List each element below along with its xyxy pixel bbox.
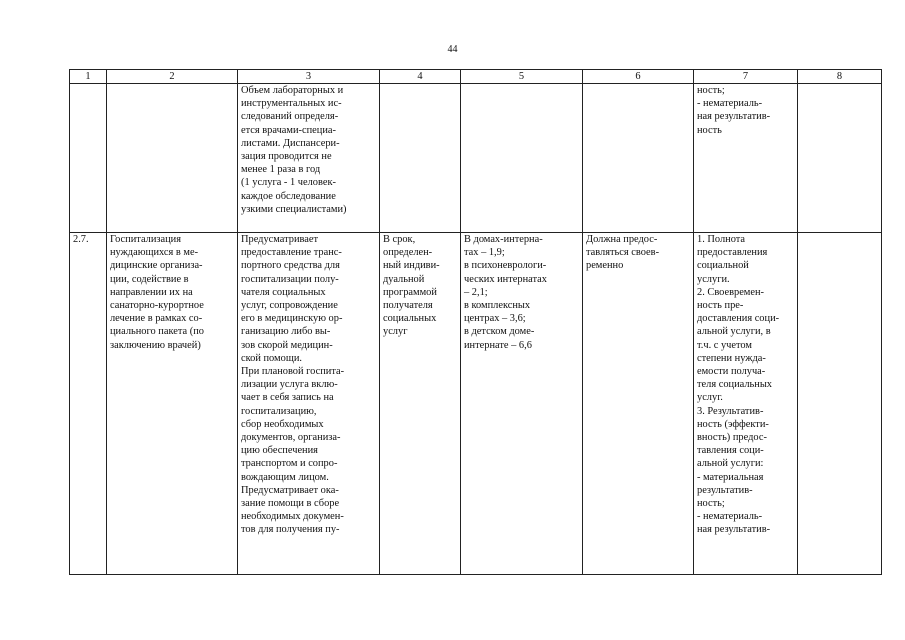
text-line: лизации услуга вклю- xyxy=(241,379,338,391)
row1-col1-cell xyxy=(70,84,107,233)
row2-norm-cell xyxy=(461,233,583,575)
text-line: в психоневрологи- xyxy=(464,260,547,272)
text-line: емости получа- xyxy=(697,366,766,378)
text-line: необходимых докумен- xyxy=(241,511,344,523)
text-line: госпитализации полу- xyxy=(241,273,339,285)
text-line: Объем лабораторных и xyxy=(241,85,344,96)
text-line: 3. Результатив- xyxy=(697,405,764,417)
text-line: чает в себя запись на xyxy=(241,392,334,404)
row2-col8-cell xyxy=(798,233,882,575)
text-line: транспортом и сопро- xyxy=(241,458,338,470)
row1-col4-cell xyxy=(380,84,461,233)
row1-col6-cell xyxy=(583,84,694,233)
text-line: в детском доме- xyxy=(464,326,535,338)
text-line: ность; xyxy=(697,498,725,510)
text-line: ная результатив- xyxy=(697,111,771,123)
text-line: нуждающихся в ме- xyxy=(110,247,199,259)
text-line: центрах – 3,6; xyxy=(464,313,526,325)
text-line: вождающим лицом. xyxy=(241,471,329,483)
text-line: степени нужда- xyxy=(697,352,766,364)
text-line: цию обеспечения xyxy=(241,445,318,457)
row2-term-cell xyxy=(380,233,461,575)
text-line: направлении их на xyxy=(110,286,193,298)
text-line: теля социальных xyxy=(697,379,773,391)
text-line: В домах-интерна- xyxy=(464,234,543,245)
text-line: т.ч. с учетом xyxy=(697,339,752,351)
text-line: предоставления xyxy=(697,247,768,259)
text-line: Предусматривает ока- xyxy=(241,484,339,496)
text-line: в комплексных xyxy=(464,300,531,312)
text-line: тавления соци- xyxy=(697,445,764,457)
header-cell-4: 4 xyxy=(380,70,461,84)
text-line: листами. Диспансери- xyxy=(241,137,340,149)
text-line: сбор необходимых xyxy=(241,418,324,430)
text-line: социальных xyxy=(383,313,437,325)
text-line: зация проводится не xyxy=(241,151,332,163)
text-line: чателя социальных xyxy=(241,286,326,298)
text-line: вность) предос- xyxy=(697,432,767,444)
row1-col8-cell xyxy=(798,84,882,233)
text-line: услуги. xyxy=(697,273,730,285)
text-line: тах – 1,9; xyxy=(464,247,505,259)
text-line: ческих интернатах xyxy=(464,273,547,285)
text-line: услуг. xyxy=(697,392,723,404)
text-line: При плановой госпита- xyxy=(241,366,345,378)
header-cell-3: 3 xyxy=(238,70,380,84)
text-line: Госпитализация xyxy=(110,234,182,245)
row2-description-cell xyxy=(238,233,380,575)
row1-col2-cell xyxy=(107,84,238,233)
text-line: документов, организа- xyxy=(241,432,341,444)
text-line: тов для получения пу- xyxy=(241,524,340,536)
text-line: ность xyxy=(697,124,722,136)
text-line: ность (эффекти- xyxy=(697,418,769,430)
text-line: каждое обследование xyxy=(241,190,336,202)
row2-service-name-cell xyxy=(107,233,238,575)
header-cell-8: 8 xyxy=(798,70,882,84)
text-line: - нематериаль- xyxy=(697,511,763,523)
text-line: Предусматривает xyxy=(241,234,319,245)
text-line: его в медицинскую ор- xyxy=(241,313,343,325)
text-line: портного средства для xyxy=(241,260,340,272)
row1-col5-cell xyxy=(461,84,583,233)
text-line: социальной xyxy=(697,260,749,272)
text-line: зов скорой медицин- xyxy=(241,339,333,351)
table-row xyxy=(70,233,882,575)
text-line: госпитализацию, xyxy=(241,405,317,417)
text-line: ный индиви- xyxy=(383,260,440,272)
table-row xyxy=(70,84,882,233)
text-line: заключению врачей) xyxy=(110,339,201,351)
text-line: услуг, сопровождение xyxy=(241,300,338,312)
text-line: санаторно-курортное xyxy=(110,300,204,312)
text-line: ность пре- xyxy=(697,300,744,312)
text-line: дицинские организа- xyxy=(110,260,203,272)
text-line: альной услуги, в xyxy=(697,326,771,338)
text-line: В срок, xyxy=(383,234,416,245)
text-line: ременно xyxy=(586,260,624,272)
text-line: менее 1 раза в год xyxy=(241,164,321,176)
row1-col7-cell xyxy=(694,84,798,233)
text-line: инструментальных ис- xyxy=(241,98,342,110)
text-line: результатив- xyxy=(697,484,753,496)
text-line: дуальной xyxy=(383,273,425,285)
header-row xyxy=(70,70,882,84)
text-line: альной услуги: xyxy=(697,458,764,470)
text-line: ется врачами-специа- xyxy=(241,124,336,136)
text-line: Должна предос- xyxy=(586,234,658,245)
page-number: 44 xyxy=(447,44,458,55)
text-line: - материальная xyxy=(697,471,764,483)
text-line: циального пакета (по xyxy=(110,326,204,338)
text-line: – 2,1; xyxy=(464,286,488,298)
text-line: ганизацию либо вы- xyxy=(241,326,331,338)
text-line: узкими специалистами) xyxy=(241,203,347,215)
header-cell-5: 5 xyxy=(461,70,583,84)
text-line: тавляться своев- xyxy=(586,247,660,259)
text-line: следований определя- xyxy=(241,111,339,123)
header-cell-2: 2 xyxy=(107,70,238,84)
text-line: 1. Полнота xyxy=(697,234,746,245)
row2-number-cell: 2.7. xyxy=(70,233,107,575)
text-line: ской помощи. xyxy=(241,352,302,364)
text-line: программой xyxy=(383,286,437,298)
row1-col3-cell xyxy=(238,84,380,233)
text-line: 2. Своевремен- xyxy=(697,286,765,298)
row2-conditions-cell xyxy=(583,233,694,575)
text-line: ная результатив- xyxy=(697,524,771,536)
row2-quality-cell xyxy=(694,233,798,575)
text-line: интернате – 6,6 xyxy=(464,339,532,351)
header-cell-6: 6 xyxy=(583,70,694,84)
text-line: предоставление транс- xyxy=(241,247,342,259)
services-table xyxy=(69,69,882,575)
text-line: - нематериаль- xyxy=(697,98,763,110)
text-line: доставления соци- xyxy=(697,313,780,325)
text-line: получателя xyxy=(383,300,433,312)
text-line: зание помощи в сборе xyxy=(241,498,340,510)
header-cell-1: 1 xyxy=(70,70,107,84)
text-line: услуг xyxy=(383,326,408,338)
text-line: лечение в рамках со- xyxy=(110,313,203,325)
text-line: ции, содействие в xyxy=(110,273,189,285)
text-line: (1 услуга - 1 человек- xyxy=(241,177,336,189)
text-line: определен- xyxy=(383,247,433,259)
text-line: ность; xyxy=(697,85,725,96)
header-cell-7: 7 xyxy=(694,70,798,84)
